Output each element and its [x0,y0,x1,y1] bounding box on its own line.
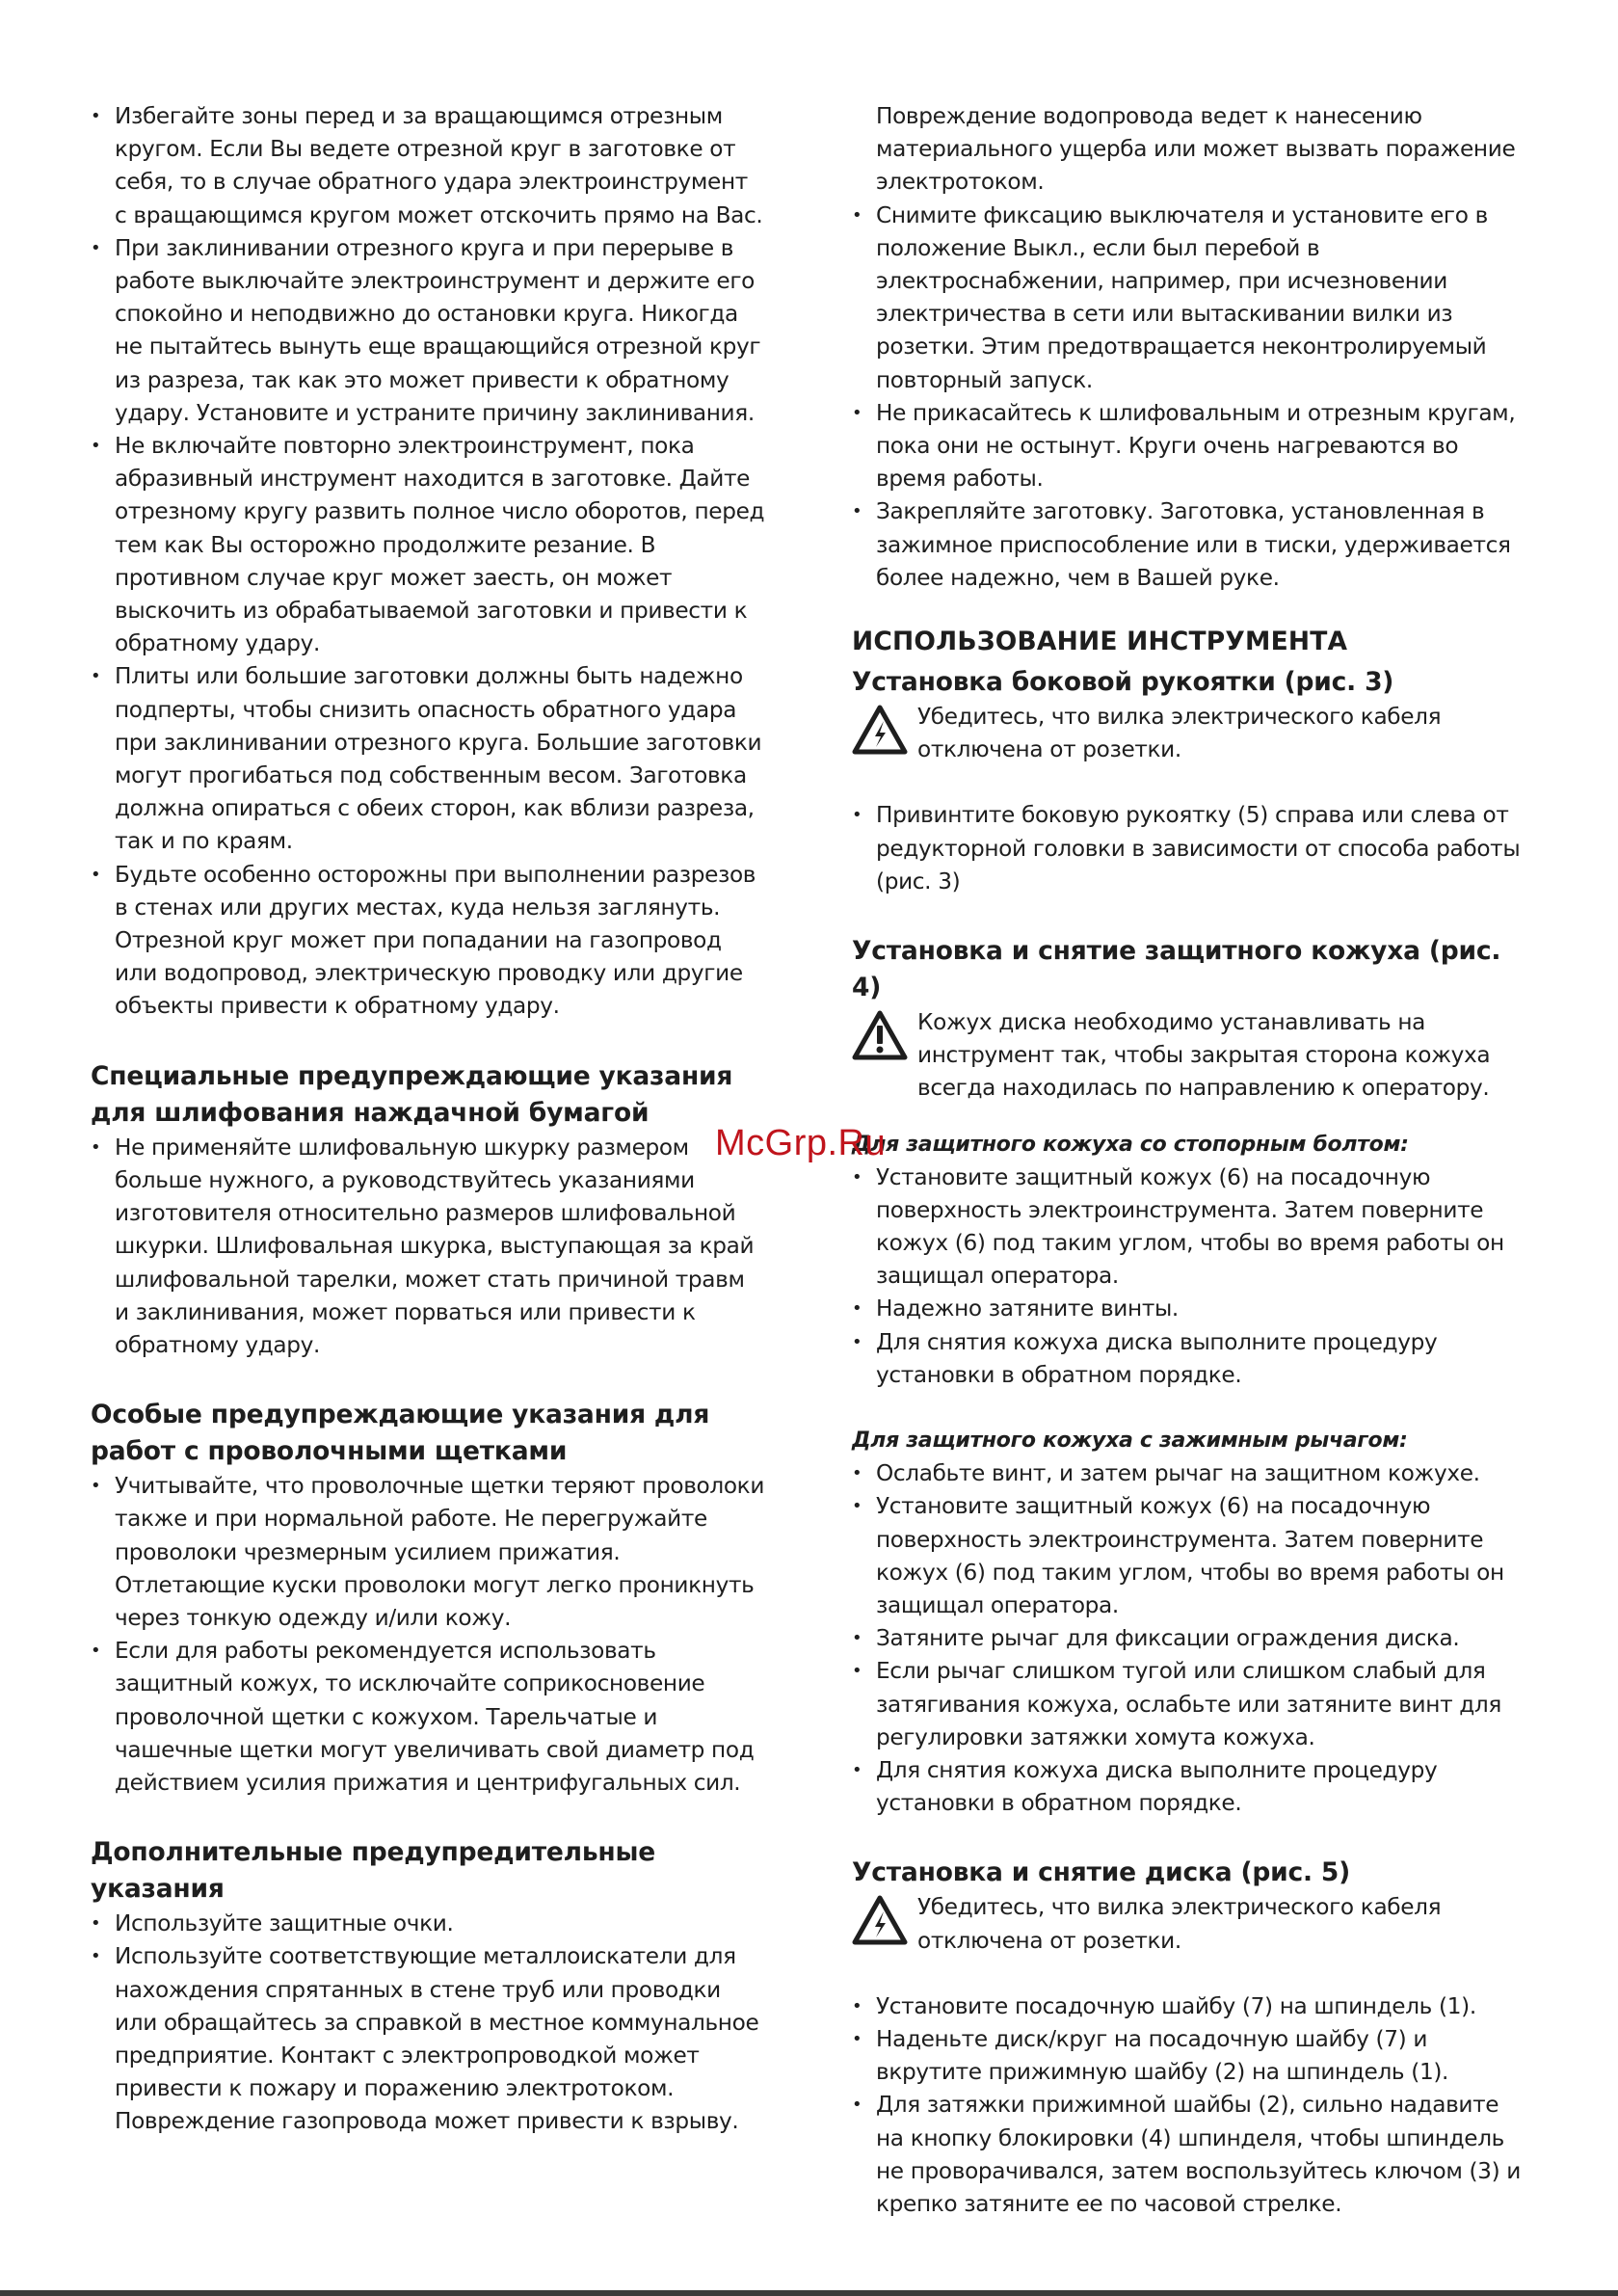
heading-additional-warnings: Дополнительные предупредительные указания [91,1837,656,1905]
list-item: • Установите защитный кожух (6) на посадочную поверхность электроинструмента. Затем поверните кожух (6) под таким углом, чтобы во время работы он защищал оператора. [852,1490,1526,1622]
right-column [852,100,1526,2221]
list-item: • Установите посадочную шайбу (7) на шпиндель (1). [852,1990,1526,2023]
electric-hazard-icon [852,705,908,755]
warning-text: Убедитесь, что вилка электрического кабеля отключена от розетки. [917,704,1442,763]
list-item: • Закрепляйте заготовку. Заготовка, установленная в зажимное приспособление или в тиски, удерживается более надежно, чем в Вашей руке. [852,495,1526,595]
list-item: • Ослабьте винт, и затем рычаг на защитном кожухе. [852,1457,1526,1490]
list-item: • Не прикасайтесь к шлифовальным и отрезным кругам, пока они не остынут. Круги очень нагреваются во время работы. [852,397,1526,496]
cutting-warnings-list [91,100,765,1024]
sanding-warnings-list [91,1132,765,1362]
bolt-guard-list [852,1161,1526,1392]
list-item: • Избегайте зоны перед и за вращающимся отрезным кругом. Если Вы ведете отрезной круг в заготовке от себя, то в случае обратного удара электроинструмент с вращающимся кругом может отскочить прямо на Вас. [91,100,765,232]
list-item: • При заклинивании отрезного круга и при перерыве в работе выключайте электроинструмент и держите его спокойно и неподвижно до остановки круга. Никогда не пытайтесь вынуть еще вращающийся отрезной круг из разреза, так как это может привести к обратному удару. Установите и устраните причину заклинивания. [91,232,765,430]
list-item: • Снимите фиксацию выключателя и установите его в положение Выкл., если был перебой в электроснабжении, например, при исчезновении электричества в сети или вытаскивании вилки из розетки. Этим предотвращается неконтролируемый повторный запуск. [852,200,1526,397]
list-item: • Для снятия кожуха диска выполните процедуру установки в обратном порядке. [852,1754,1526,1820]
list-item: • Учитывайте, что проволочные щетки теряют проволоки также и при нормальной работе. Не перегружайте проволоки чрезмерным усилием прижатия. Отлетающие куски проволоки могут легко проникнуть через тонкую одежду и/или кожу. [91,1470,765,1635]
brush-warnings-list [91,1470,765,1800]
warning-exclamation-icon [852,1010,908,1060]
subheading-lever-guard: Для защитного кожуха с зажимным рычагом: [852,1428,1408,1454]
list-item: • Используйте защитные очки. [91,1908,765,1940]
list-item: • Надежно затяните винты. [852,1293,1526,1325]
additional-warnings-list [91,1908,765,2138]
warning-block [852,701,1526,766]
list-item: • Если рычаг слишком тугой или слишком слабый для затягивания кожуха, ослабьте или затяните винт для регулировки затяжки хомута кожуха. [852,1655,1526,1754]
heading-sanding: Специальные предупреждающие указания для шлифования наждачной бумагой [91,1060,733,1128]
list-item: • Если для работы рекомендуется использовать защитный кожух, то исключайте соприкосновение проволочной щетки с кожухом. Тарельчатые и чашечные щетки могут увеличивать свой диаметр под действием усилия прижатия и центрифугальных сил. [91,1635,765,1800]
warning-text: Убедитесь, что вилка электрического кабеля отключена от розетки. [917,1894,1442,1954]
safety-list [852,200,1526,595]
list-item: • Не включайте повторно электроинструмент, пока абразивный инструмент находится в заготовке. Дайте отрезному кругу развить полное число оборотов, перед тем как Вы осторожно продолжите резание. В противном случае круг может заесть, он может выскочить из обрабатываемой заготовки и привести к обратному удару. [91,430,765,660]
watermark: McGrp.Ru [715,1123,887,1163]
electric-hazard-icon [852,1895,908,1945]
list-item: • Для снятия кожуха диска выполните процедуру установки в обратном порядке. [852,1326,1526,1392]
heading-guard: Установка и снятие защитного кожуха (рис. 4) [852,936,1501,1003]
heading-wire-brushes: Особые предупреждающие указания для работ с проволочными щетками [91,1400,710,1467]
warning-text: Кожух диска необходимо устанавливать на инструмент так, чтобы закрытая сторона кожуха всегда находилась по направлению к оператору. [917,1009,1491,1102]
list-item: • Установите защитный кожух (6) на посадочную поверхность электроинструмента. Затем поверните кожух (6) под таким углом, чтобы во время работы он защищал оператора. [852,1161,1526,1294]
section-title: ИСПОЛЬЗОВАНИЕ ИНСТРУМЕНТА [852,627,1348,657]
disc-list [852,1990,1526,2221]
continued-text: Повреждение водопровода ведет к нанесению материального ущерба или может вызвать поражение электротоком. [876,103,1516,196]
list-item: • Для затяжки прижимной шайбы (2), сильно надавите на кнопку блокировки (4) шпинделя, чтобы шпиндель не проворачивался, затем воспользуйтесь ключом (3) и крепко затяните ее по часовой стрелке. [852,2089,1526,2221]
left-column [91,100,765,2139]
list-item: • Не применяйте шлифовальную шкурку размером больше нужного, а руководствуйтесь указаниями изготовителя относительно размеров шлифовальной шкурки. Шлифовальная шкурка, выступающая за край шлифовальной тарелки, может стать причиной травм и заклинивания, может порваться или привести к обратному удару. [91,1132,765,1362]
lever-guard-list [852,1457,1526,1820]
list-item: • Будьте особенно осторожны при выполнении разрезов в стенах или других местах, куда нельзя заглянуть. Отрезной круг может при попадании на газопровод или водопровод, электрическую проводку или другие объекты привести к обратному удару. [91,859,765,1024]
list-item: • Используйте соответствующие металлоискатели для нахождения спрятанных в стене труб или проводки или обращайтесь за справкой в местное коммунальное предприятие. Контакт с электропроводкой может привести к пожару и поражению электротоком. Повреждение газопровода может привести к взрыву. [91,1940,765,2138]
list-item: • Привинтите боковую рукоятку (5) справа или слева от редукторной головки в зависимости от способа работы (рис. 3) [852,799,1526,898]
bottom-rule [0,2290,1618,2296]
list-item: • Затяните рычаг для фиксации ограждения диска. [852,1622,1526,1655]
warning-block [852,1006,1526,1106]
subheading-bolt-guard: Для защитного кожуха со стопорным болтом: [852,1132,1409,1157]
heading-disc: Установка и снятие диска (рис. 5) [852,1857,1351,1888]
list-item: • Плиты или большие заготовки должны быть надежно подперты, чтобы снизить опасность обратного удара при заклинивании отрезного круга. Большие заготовки могут прогибаться под собственным весом. Заготовка должна опираться с обеих сторон, как вблизи разреза, так и по краям. [91,660,765,858]
side-handle-list [852,799,1526,898]
warning-block [852,1891,1526,1957]
heading-side-handle: Установка боковой рукоятки (рис. 3) [852,667,1394,698]
list-item: • Наденьте диск/круг на посадочную шайбу (7) и вкрутите прижимную шайбу (2) на шпиндель (1). [852,2023,1526,2089]
